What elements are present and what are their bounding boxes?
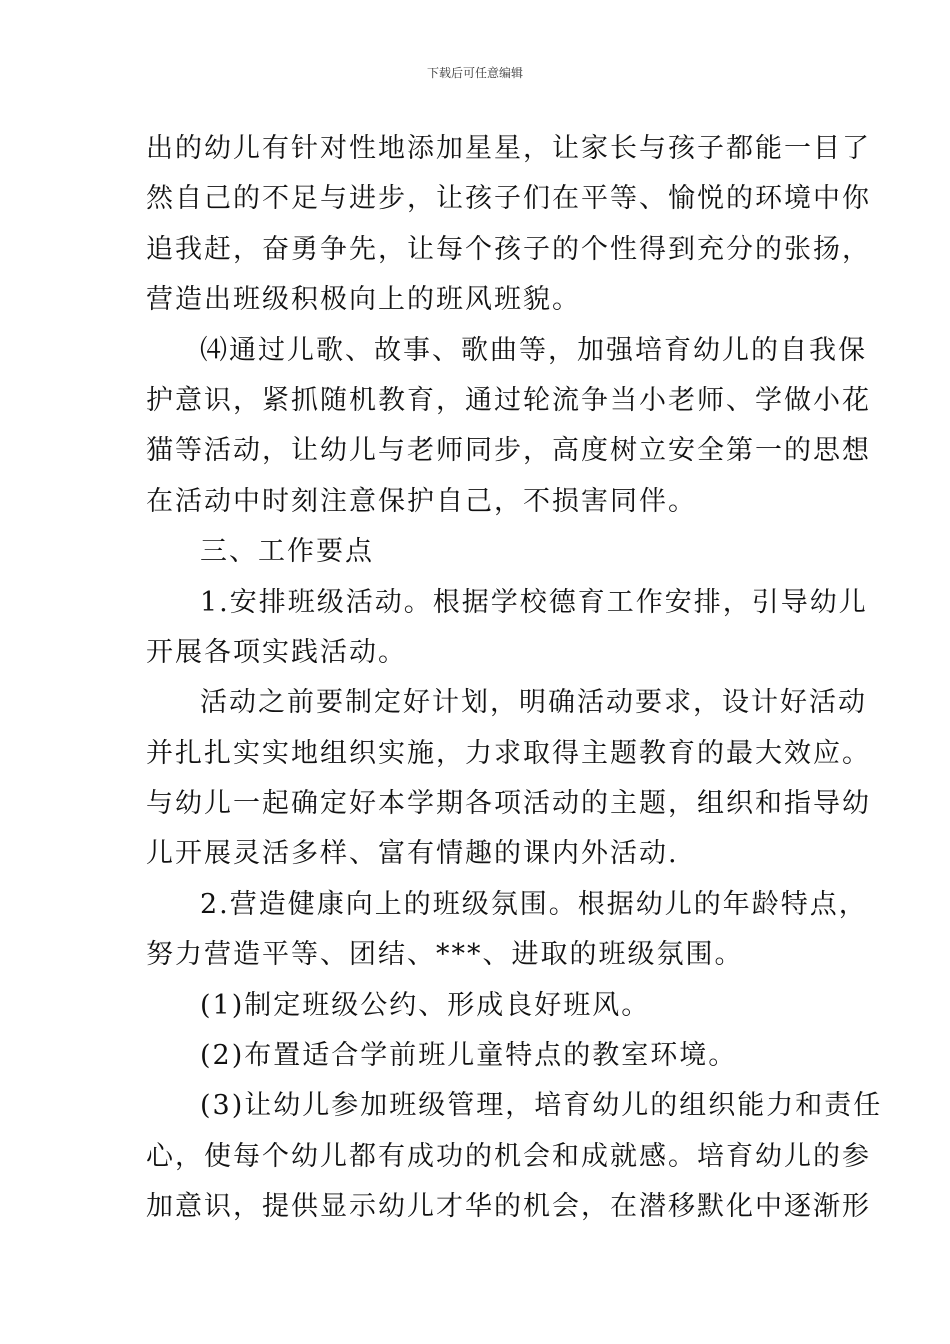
text-line: 2.营造健康向上的班级氛围。根据幼儿的年龄特点， [200, 888, 868, 920]
section-heading: 三、工作要点 [200, 536, 374, 568]
text-line: (3)让幼儿参加班级管理，培育幼儿的组织能力和责任 [200, 1090, 883, 1122]
text-line: 儿开展灵活多样、富有情趣的课内外活动. [146, 838, 679, 870]
text-line: 猫等活动，让幼儿与老师同步，高度树立安全第一的思想 [146, 435, 871, 467]
page-header: 下载后可任意编辑 [426, 66, 523, 80]
text-line: 努力营造平等、团结、***、进取的班级氛围。 [146, 939, 744, 971]
text-line: 出的幼儿有针对性地添加星星，让家长与孩子都能一目了 [146, 133, 871, 164]
text-line: 追我赶，奋勇争先，让每个孩子的个性得到充分的张扬， [146, 233, 871, 265]
text-line: 加意识，提供显示幼儿才华的机会，在潜移默化中逐渐形 [146, 1191, 871, 1223]
text-line: 然自己的不足与进步，让孩子们在平等、愉悦的环境中你 [146, 183, 871, 215]
text-line: (2)布置适合学前班儿童特点的教室环境。 [200, 1040, 738, 1072]
text-line: 护意识，紧抓随机教育，通过轮流争当小老师、学做小花 [146, 384, 871, 416]
text-line: 开展各项实践活动。 [146, 636, 407, 668]
text-line: 营造出班级积极向上的班风班貌。 [146, 284, 581, 316]
text-line: 1.安排班级活动。根据学校德育工作安排，引导幼儿 [200, 586, 868, 618]
text-line: 并扎扎实实地组织实施，力求取得主题教育的最大效应。 [146, 737, 871, 769]
text-line: 活动之前要制定好计划，明确活动要求，设计好活动 [200, 687, 867, 719]
document-body [146, 124, 883, 1233]
text-line: (1)制定班级公约、形成良好班风。 [200, 989, 651, 1021]
text-line: ⑷通过儿歌、故事、歌曲等，加强培育幼儿的自我保 [200, 334, 867, 366]
text-line: 在活动中时刻注意保护自己，不损害同伴。 [146, 485, 697, 517]
text-line: 与幼儿一起确定好本学期各项活动的主题，组织和指导幼 [146, 788, 871, 820]
text-line: 心，使每个幼儿都有成功的机会和成就感。培育幼儿的参 [146, 1140, 871, 1172]
